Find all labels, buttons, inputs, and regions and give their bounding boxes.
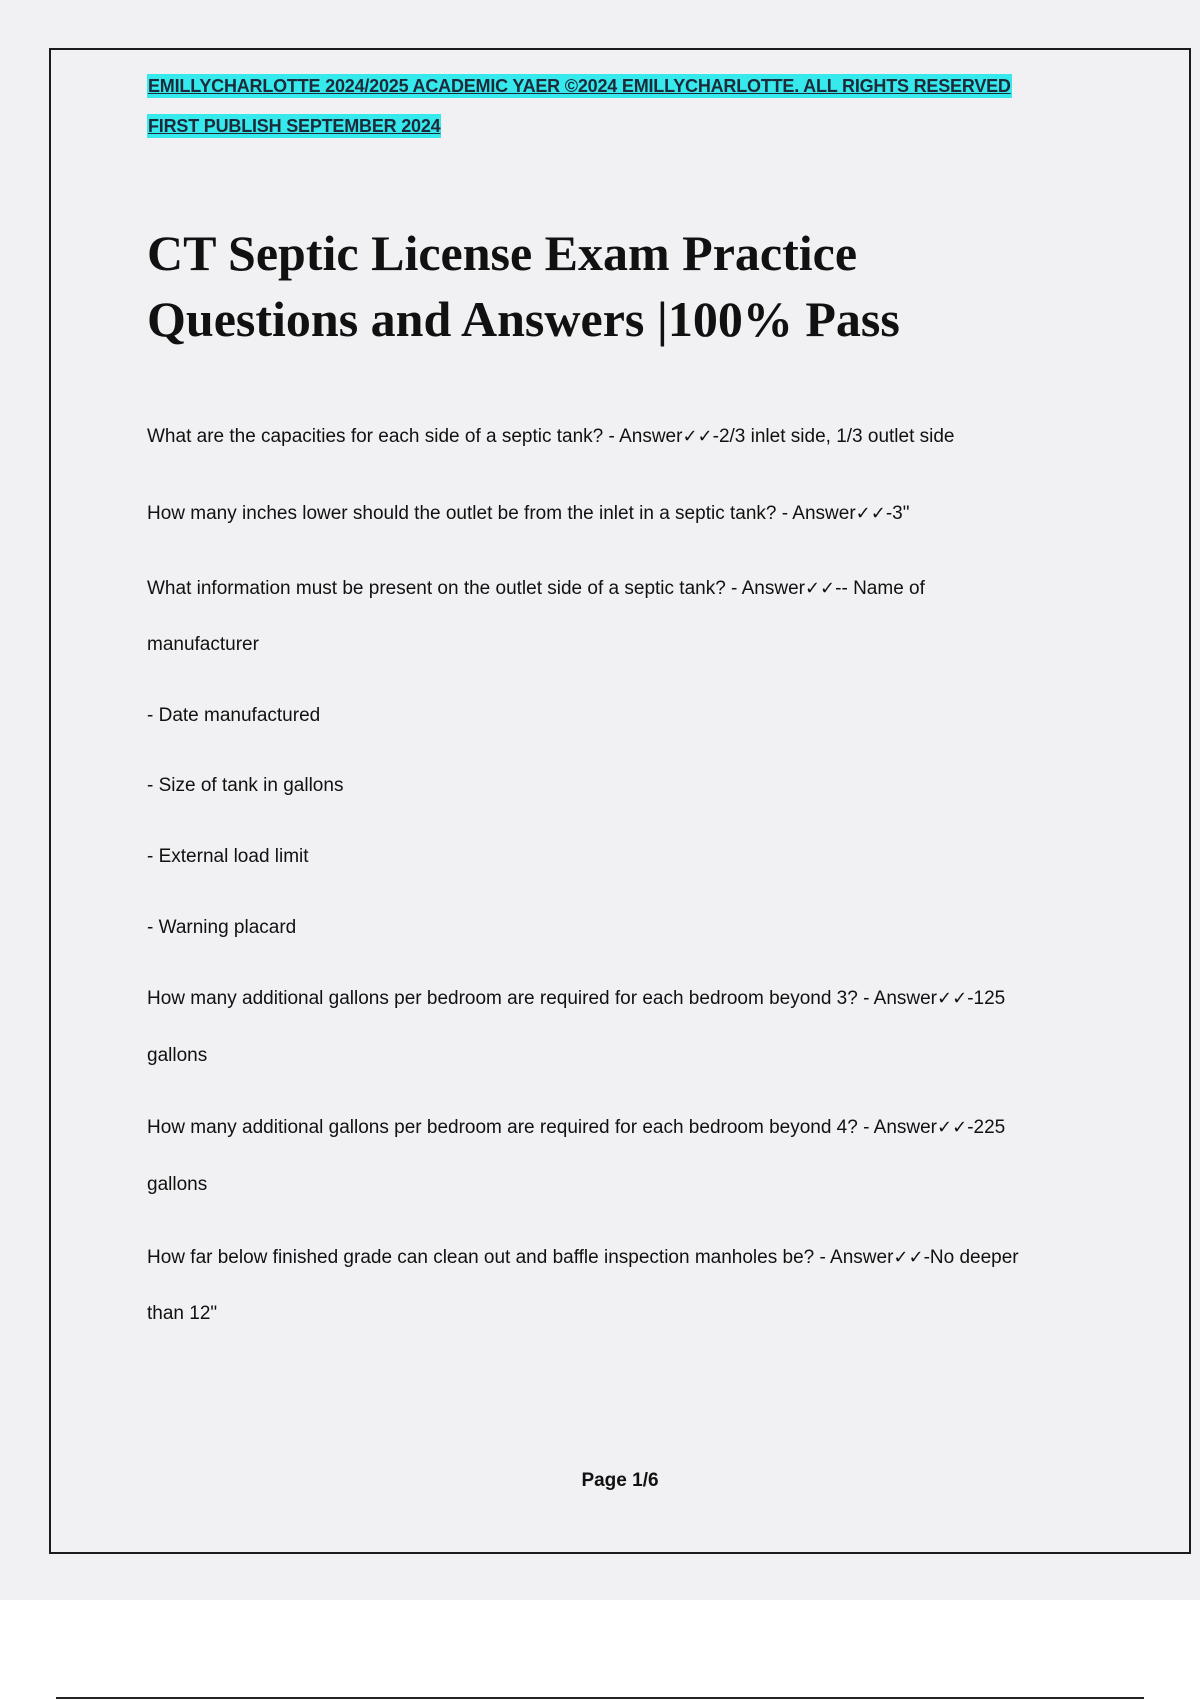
qa-item-1 xyxy=(147,426,1137,448)
checkmark-icon: ✓✓ xyxy=(893,1247,924,1268)
answer-text: -125 xyxy=(967,988,1006,1009)
question-text: How many inches lower should the outlet be from the inlet in a septic tank? - Answer xyxy=(147,503,856,524)
header-line-1: EMILLYCHARLOTTE 2024/2025 ACADEMIC YAER ©2024 EMILLYCHARLOTTE. ALL RIGHTS RESERVED xyxy=(148,76,1011,96)
title-line-2: Questions and Answers |100% Pass xyxy=(147,291,900,347)
qa-item-4 xyxy=(147,988,1137,1010)
checkmark-icon: ✓✓ xyxy=(804,578,836,599)
question-text: How far below finished grade can clean out and baffle inspection manholes be? - Answer xyxy=(147,1247,894,1268)
answer-text: -2/3 inlet side, 1/3 outlet side xyxy=(712,426,955,447)
qa-item-6 xyxy=(147,1247,1137,1269)
checkmark-icon: ✓✓ xyxy=(937,988,968,1009)
qa-item-2 xyxy=(147,503,1137,525)
qa-item-3 xyxy=(147,578,1137,600)
title-line-1: CT Septic License Exam Practice xyxy=(147,225,858,281)
copyright-header xyxy=(147,74,1127,136)
list-item: - Size of tank in gallons xyxy=(147,775,344,796)
checkmark-icon: ✓✓ xyxy=(682,426,713,447)
list-item: - Date manufactured xyxy=(147,705,321,726)
question-text: What information must be present on the outlet side of a septic tank? - Answer xyxy=(147,578,805,599)
list-item: - Warning placard xyxy=(147,917,297,938)
answer-continuation: gallons xyxy=(147,1174,208,1195)
qa-item-5 xyxy=(147,1117,1137,1139)
list-item: - External load limit xyxy=(147,846,309,867)
answer-text: -225 xyxy=(967,1117,1006,1138)
question-text: What are the capacities for each side of a septic tank? - Answer xyxy=(147,426,683,447)
document-title xyxy=(147,220,1127,352)
question-text: How many additional gallons per bedroom are required for each bedroom beyond 4? - Answer xyxy=(147,1117,938,1138)
answer-continuation: gallons xyxy=(147,1045,208,1066)
answer-continuation: than 12" xyxy=(147,1303,218,1324)
checkmark-icon: ✓✓ xyxy=(855,503,886,524)
next-page-divider xyxy=(56,1697,1144,1699)
page-number: Page 1/6 xyxy=(581,1470,659,1491)
answer-continuation: manufacturer xyxy=(147,634,259,655)
question-text: How many additional gallons per bedroom are required for each bedroom beyond 3? - Answer xyxy=(147,988,938,1009)
answer-text: -No deeper xyxy=(923,1247,1019,1268)
answer-text: -- Name of xyxy=(835,578,925,599)
header-line-2: FIRST PUBLISH SEPTEMBER 2024 xyxy=(148,116,441,136)
checkmark-icon: ✓✓ xyxy=(937,1117,968,1138)
document-page xyxy=(49,48,1191,1554)
answer-text: -3" xyxy=(885,503,910,524)
